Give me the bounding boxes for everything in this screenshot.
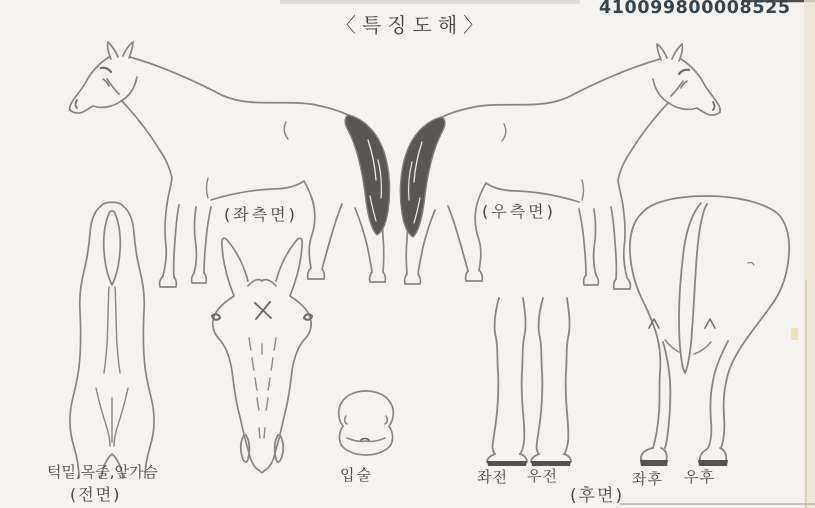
label-front-view: (전면) <box>70 485 122 504</box>
label-chin-neck-chest: 턱밑,목줄,앞가슴 <box>47 463 158 481</box>
serial-number: 410099800008525 <box>599 0 791 18</box>
label-lips: 입술 <box>340 466 373 484</box>
front-head-figure <box>212 238 312 472</box>
forehead-x-mark <box>255 302 271 319</box>
label-left-side-view: (좌측면) <box>224 205 298 224</box>
left-side-horse-figure <box>70 42 390 287</box>
label-right-rear-leg: 우후 <box>684 468 715 486</box>
face-dash-lines <box>249 338 276 438</box>
label-right-front-leg: 우전 <box>527 467 558 485</box>
label-left-front-leg: 좌전 <box>477 468 508 486</box>
scan-artifacts <box>280 0 815 508</box>
front-legs-figure <box>487 298 571 466</box>
label-left-rear-leg: 좌후 <box>632 470 663 488</box>
label-rear-view: (후면) <box>570 486 625 506</box>
right-side-horse-figure <box>400 44 720 289</box>
rear-view-figure <box>630 196 789 466</box>
label-right-side-view: (우측면) <box>482 202 556 221</box>
front-neck-chest-figure <box>70 202 154 478</box>
page-title: 〈특징도해〉 <box>335 13 490 37</box>
hock-chevron-marks <box>649 319 715 328</box>
muzzle-figure <box>339 391 394 455</box>
